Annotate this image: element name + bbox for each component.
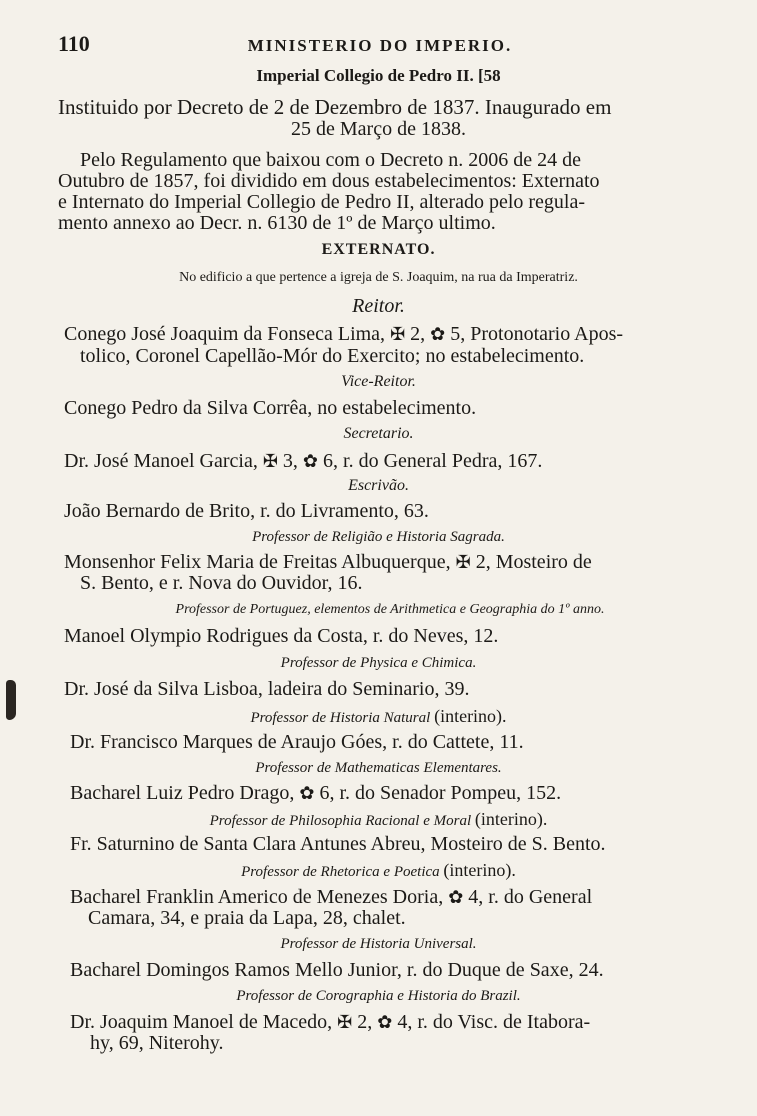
portuguez-line: Manoel Olympio Rodrigues da Costa, r. do Neves, 12. — [64, 625, 499, 647]
order-cross-icon: ✠ — [337, 1012, 353, 1032]
heading-prof-religiao: Professor de Religião e Historia Sagrada. — [252, 529, 505, 545]
heading-prof-hist-natural: Professor de Historia Natural (interino). — [250, 706, 507, 726]
heading-escrivao: Escrivão. — [348, 477, 409, 494]
intro-line-1: Instituido por Decreto de 2 de Dezembro de 1837. Inaugurado em — [58, 95, 612, 119]
fisica-line: Dr. José da Silva Lisboa, ladeira do Seminario, 39. — [64, 678, 470, 700]
ministry-heading: MINISTERIO DO IMPERIO. — [247, 36, 513, 55]
section-title: EXTERNATO. — [321, 241, 436, 258]
hist-universal-line: Bacharel Domingos Ramos Mello Junior, r. do Duque de Saxe, 24. — [70, 959, 604, 981]
reitor-line-2: tolico, Coronel Capellão-Mór do Exercito; no estabelecimento. — [80, 345, 585, 367]
intro-line-2: 25 de Março de 1838. — [291, 118, 466, 140]
secretario-line: Dr. José Manoel Garcia, ✠ 3, ✿ 6, r. do General Pedra, 167. — [64, 450, 543, 472]
heading-prof-fisica: Professor de Physica e Chimica. — [280, 655, 477, 671]
intro-line-3: Pelo Regulamento que baixou com o Decreto n. 2006 de 24 de — [80, 149, 581, 171]
mathematicas-line: Bacharel Luiz Pedro Drago, ✿ 6, r. do Senador Pompeu, 152. — [70, 782, 562, 804]
religiao-line-1: Monsenhor Felix Maria de Freitas Albuquerque, ✠ 2, Mosteiro de — [64, 551, 592, 573]
philosophia-line: Fr. Saturnino de Santa Clara Antunes Abreu, Mosteiro de S. Bento. — [70, 833, 606, 855]
page-number: 110 — [58, 31, 90, 56]
heading-prof-corographia: Professor de Corographia e Historia do Brazil. — [236, 988, 521, 1004]
heading-prof-philosophia: Professor de Philosophia Racional e Moral (interino). — [209, 809, 548, 829]
institution-subtitle: Imperial Collegio de Pedro II. [58 — [256, 66, 501, 85]
order-rose-icon: ✿ — [448, 887, 464, 907]
corographia-line-1: Dr. Joaquim Manoel de Macedo, ✠ 2, ✿ 4, r. do Visc. de Itabora- — [70, 1011, 591, 1033]
hist-natural-line: Dr. Francisco Marques de Araujo Góes, r. do Cattete, 11. — [70, 731, 524, 753]
heading-vice-reitor: Vice-Reitor. — [341, 373, 416, 390]
order-cross-icon: ✠ — [262, 451, 278, 471]
order-rose-icon: ✿ — [430, 324, 446, 344]
heading-prof-rhetorica: Professor de Rhetorica e Poetica (interino). — [241, 860, 516, 880]
order-rose-icon: ✿ — [377, 1012, 393, 1032]
heading-prof-hist-universal: Professor de Historia Universal. — [280, 936, 477, 952]
heading-secretario: Secretario. — [343, 425, 414, 442]
vice-reitor-line: Conego Pedro da Silva Corrêa, no estabelecimento. — [64, 397, 477, 419]
heading-prof-portuguez: Professor de Portuguez, elementos de Arithmetica e Geographia do 1º anno. — [175, 602, 605, 617]
order-rose-icon: ✿ — [299, 783, 315, 803]
corographia-line-2: hy, 69, Niterohy. — [90, 1032, 224, 1054]
reitor-line-1: Conego José Joaquim da Fonseca Lima, ✠ 2, ✿ 5, Protonotario Apos- — [64, 323, 624, 345]
intro-line-5: e Internato do Imperial Collegio de Pedro II, alterado pelo regula- — [58, 191, 586, 213]
religiao-line-2: S. Bento, e r. Nova do Ouvidor, 16. — [80, 572, 363, 594]
heading-reitor: Reitor. — [352, 295, 405, 317]
intro-line-4: Outubro de 1857, foi dividido em dous estabelecimentos: Externato — [58, 170, 600, 192]
rhetorica-line-2: Camara, 34, e praia da Lapa, 28, chalet. — [88, 907, 406, 929]
order-cross-icon: ✠ — [390, 324, 406, 344]
intro-line-6: mento annexo ao Decr. n. 6130 de 1º de Março ultimo. — [58, 212, 496, 234]
escrivao-line: João Bernardo de Brito, r. do Livramento, 63. — [64, 500, 429, 522]
rhetorica-line-1: Bacharel Franklin Americo de Menezes Doria, ✿ 4, r. do General — [70, 886, 593, 908]
order-cross-icon: ✠ — [455, 552, 471, 572]
heading-prof-mathematicas: Professor de Mathematicas Elementares. — [255, 760, 502, 776]
order-rose-icon: ✿ — [302, 451, 319, 471]
reitor-name: Conego José Joaquim da Fonseca Lima, — [64, 323, 386, 345]
section-location: No edificio a que pertence a igreja de S. Joaquim, na rua da Imperatriz. — [179, 270, 578, 285]
ink-blot — [6, 680, 16, 720]
